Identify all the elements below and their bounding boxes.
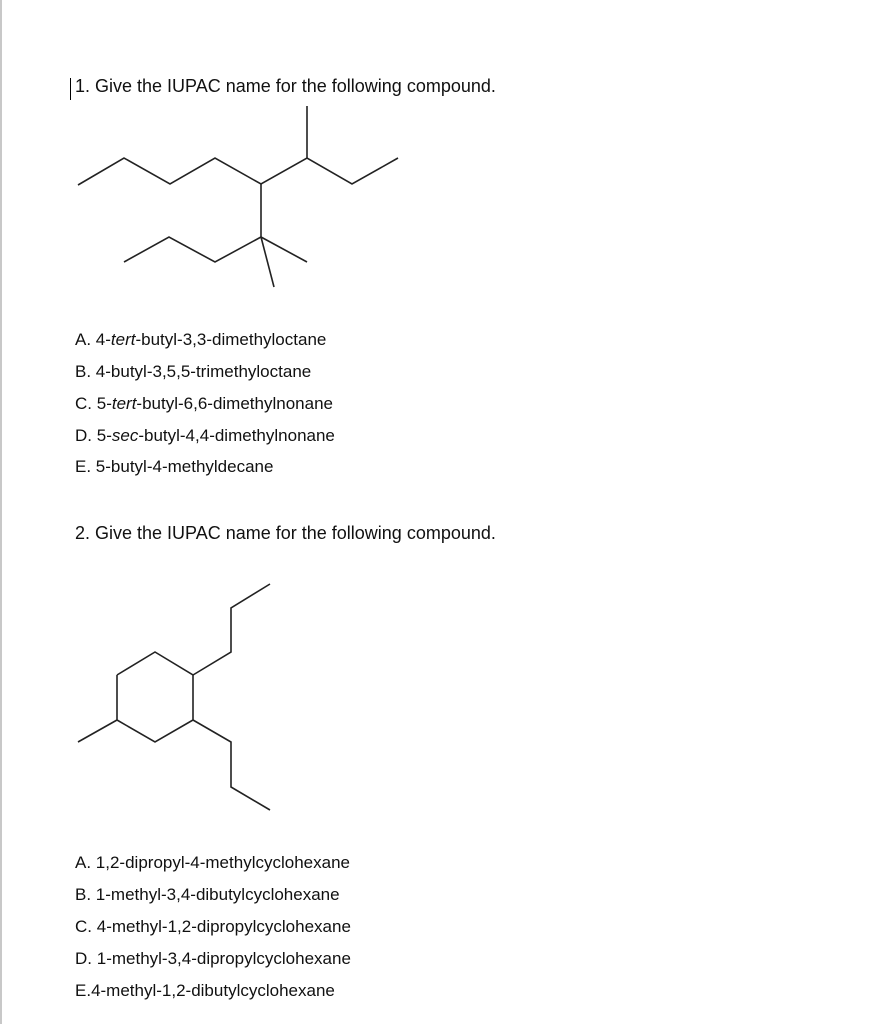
option-italic: tert (110, 330, 136, 349)
option-letter: C. (75, 917, 92, 936)
option-2b[interactable] (75, 885, 340, 905)
question-2-prompt: 2. Give the IUPAC name for the following compound. (75, 523, 496, 543)
option-text: 1,2-dipropyl-4-methylcyclohexane (95, 853, 350, 872)
option-letter: C. (75, 394, 92, 413)
option-text-end: -butyl-4,4-dimethylnonane (138, 426, 335, 445)
option-1d[interactable] (75, 426, 335, 446)
option-text: 4- (95, 330, 111, 349)
option-letter: D. (75, 949, 92, 968)
option-italic: tert (111, 394, 137, 413)
option-italic: sec (111, 426, 139, 445)
option-1a[interactable] (75, 330, 326, 350)
compound-2-structure (78, 584, 270, 810)
question-1-prompt: 1. Give the IUPAC name for the following compound. (75, 76, 496, 96)
option-letter: E. (75, 457, 92, 476)
compound-1-structure (78, 106, 398, 287)
option-1c[interactable] (75, 394, 333, 414)
option-text: 1-methyl-3,4-dibutylcyclohexane (95, 885, 340, 904)
option-text: 5-butyl-4-methyldecane (95, 457, 274, 476)
option-text-end: -butyl-3,3-dimethyloctane (135, 330, 327, 349)
option-1e[interactable] (75, 457, 273, 477)
option-2c[interactable] (75, 917, 351, 937)
option-text: 5- (96, 426, 112, 445)
option-2d[interactable] (75, 949, 351, 969)
option-letter: A. (75, 853, 92, 872)
option-text: 1-methyl-3,4-dipropylcyclohexane (96, 949, 351, 968)
option-text: 4-butyl-3,5,5-trimethyloctane (95, 362, 312, 381)
option-letter: E. (75, 981, 92, 1000)
option-1b[interactable] (75, 362, 311, 382)
option-text: 5- (96, 394, 112, 413)
option-letter: B. (75, 362, 92, 381)
option-text: 4-methyl-1,2-dipropylcyclohexane (96, 917, 351, 936)
option-letter: D. (75, 426, 92, 445)
option-2a[interactable] (75, 853, 350, 873)
option-letter: A. (75, 330, 92, 349)
option-text-end: -butyl-6,6-dimethylnonane (136, 394, 333, 413)
option-2e[interactable] (75, 981, 335, 1001)
option-letter: B. (75, 885, 92, 904)
option-text: 4-methyl-1,2-dibutylcyclohexane (91, 981, 335, 1000)
